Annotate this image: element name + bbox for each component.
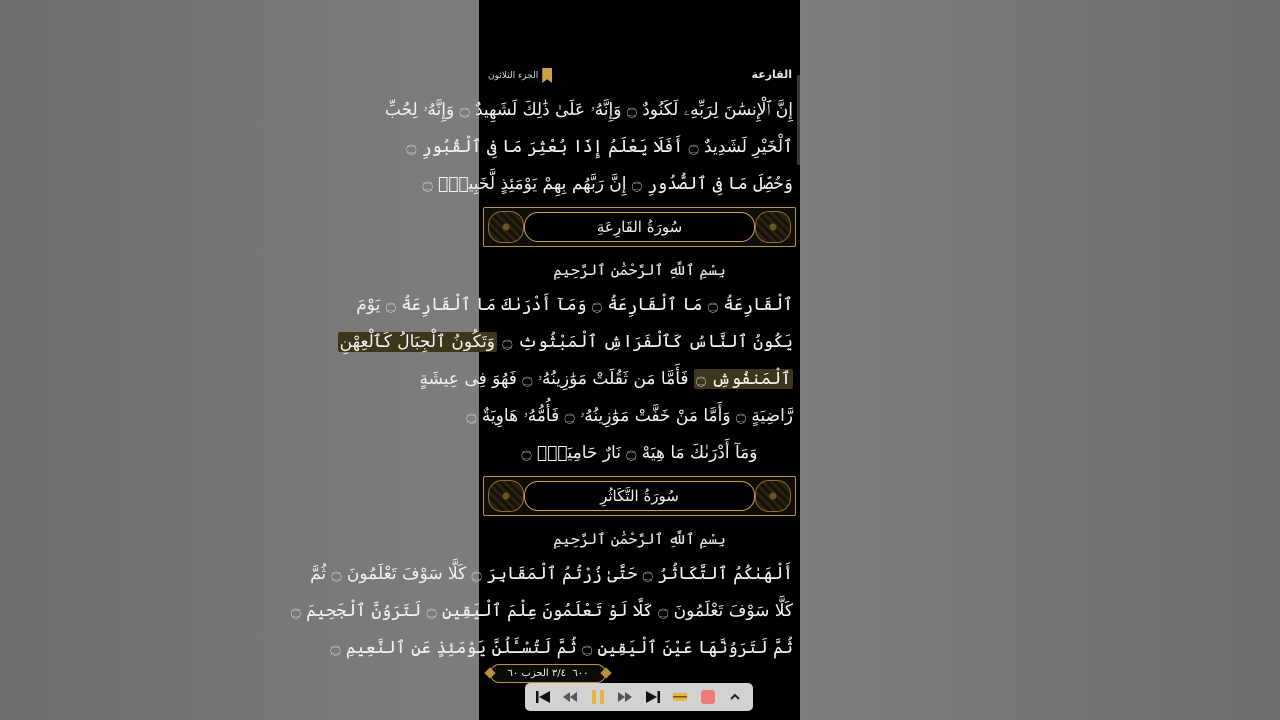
skip-back-button[interactable] [532,686,554,708]
audio-settings-button[interactable] [669,686,691,708]
ornament-icon [488,480,524,512]
verse-text[interactable]: فَأَمَّا مَن ثَقُلَتْ مَوَٰزِينُهُۥ ۝ فَهُوَ فِى عِيشَةٍ [419,369,689,389]
scroll-indicator [797,75,800,165]
stop-icon [700,689,716,705]
verse-line[interactable]: وَحُصِّلَ مَا فِى ٱلصُّدُورِ ۝ إِنَّ رَبَّهُم بِهِمْ يَوْمَئِذٍ لَّخَبِيرٌۢ ۝ [422,174,793,194]
pause-icon [591,689,605,705]
video-background-right [800,0,1280,720]
verse-line[interactable]: كَلَّا سَوْفَ تَعْلَمُونَ ۝ كَلَّا لَوْ تَعْلَمُونَ عِلْمَ ٱلْيَقِينِ ۝ لَتَرَوُنَّ ٱلْجَحِيمَ ۝ [290,601,793,621]
fast-forward-button[interactable] [614,686,636,708]
hizb-fraction: ٣/٤ [551,668,566,679]
hizb-number: ٦٠ [507,668,519,679]
hizb-label: الحزب [521,668,549,679]
verse-line[interactable]: ثُمَّ لَتَرَوُنَّهَا عَيْنَ ٱلْيَقِينِ ۝ ثُمَّ لَتُسْـَٔلُنَّ يَوْمَئِذٍ عَنِ ٱلنَّعِيمِ ۝ [330,638,793,658]
basmala: بِسْمِ ٱللَّهِ ٱلرَّحْمَٰنِ ٱلرَّحِيمِ [553,530,726,548]
expand-player-button[interactable] [724,686,746,708]
juz-label: الجزء الثلاثون [488,70,539,81]
ornament-icon [755,211,791,243]
verse-line[interactable] [419,361,796,398]
verse-text[interactable]: يَكُونُ ٱلنَّاسُ كَٱلْفَرَاشِ ٱلْمَبْثُوثِ ۝ [502,332,793,352]
verse-line[interactable]: وَمَآ أَدْرَىٰكَ مَا هِيَهْ ۝ نَارٌ حَامِيَةٌۢ ۝ [521,443,758,463]
surah-title: سُورَةُ القَارِعَةِ [524,212,755,242]
juz-indicator[interactable] [488,68,552,83]
quran-reader-screen [290,0,800,720]
mushaf-page [290,92,796,667]
highlighted-verse[interactable]: وَتَكُونُ ٱلْجِبَالُ كَٱلْعِهْنِ [339,332,496,352]
surah-title: سُورَةُ التَّكَاثُرِ [524,481,755,511]
verse-line[interactable]: رَّاضِيَةٍ ۝ وَأَمَّا مَنْ خَفَّتْ مَوَٰزِينُهُۥ ۝ فَأُمُّهُۥ هَاوِيَةٌ ۝ [466,406,793,426]
audio-settings-icon [672,691,688,703]
fast-forward-icon [617,691,633,703]
verse-line[interactable]: ٱلْقَارِعَةُ ۝ مَا ٱلْقَارِعَةُ ۝ وَمَآ أَدْرَىٰكَ مَا ٱلْقَارِعَةُ ۝ يَوْمَ [356,295,793,315]
skip-forward-button[interactable] [642,686,664,708]
highlighted-verse[interactable]: ٱلْمَنفُوشِ ۝ [695,369,791,389]
ornament-icon [755,480,791,512]
bookmark-icon[interactable] [542,68,552,83]
page-header [479,66,800,86]
rewind-button[interactable] [559,686,581,708]
rewind-icon [562,691,578,703]
basmala: بِسْمِ ٱللَّهِ ٱلرَّحْمَٰنِ ٱلرَّحِيمِ [553,261,726,279]
stop-button[interactable] [697,686,719,708]
page-number: ٦٠٠ [572,668,589,679]
verse-line[interactable]: أَلْهَىٰكُمُ ٱلتَّكَاثُرُ ۝ حَتَّىٰ زُرْتُمُ ٱلْمَقَابِرَ ۝ كَلَّا سَوْفَ تَعْلَمُونَ ۝ ثُمَّ [310,564,793,584]
verse-line[interactable] [339,324,796,361]
surah-header-takathur [483,476,796,516]
ornament-icon [488,211,524,243]
audio-player-bar [525,683,753,711]
surah-name: القارعة [751,68,792,81]
chevron-up-icon [729,693,741,701]
verse-line[interactable]: ٱلْخَيْرِ لَشَدِيدٌ ۝ أَفَلَا يَعْلَمُ إِذَا بُعْثِرَ مَا فِى ٱلْقُبُورِ ۝ [406,137,793,157]
pause-button[interactable] [587,686,609,708]
verse-line[interactable]: إِنَّ ٱلْإِنسَٰنَ لِرَبِّهِۦ لَكَنُودٌ ۝ وَإِنَّهُۥ عَلَىٰ ذَٰلِكَ لَشَهِيدٌ ۝ وَإِنَّهُۥ لِحُبِّ [384,100,793,120]
hizb-indicator [490,664,606,683]
skip-back-icon [535,690,551,704]
surah-header-qariah [483,207,796,247]
skip-forward-icon [645,690,661,704]
